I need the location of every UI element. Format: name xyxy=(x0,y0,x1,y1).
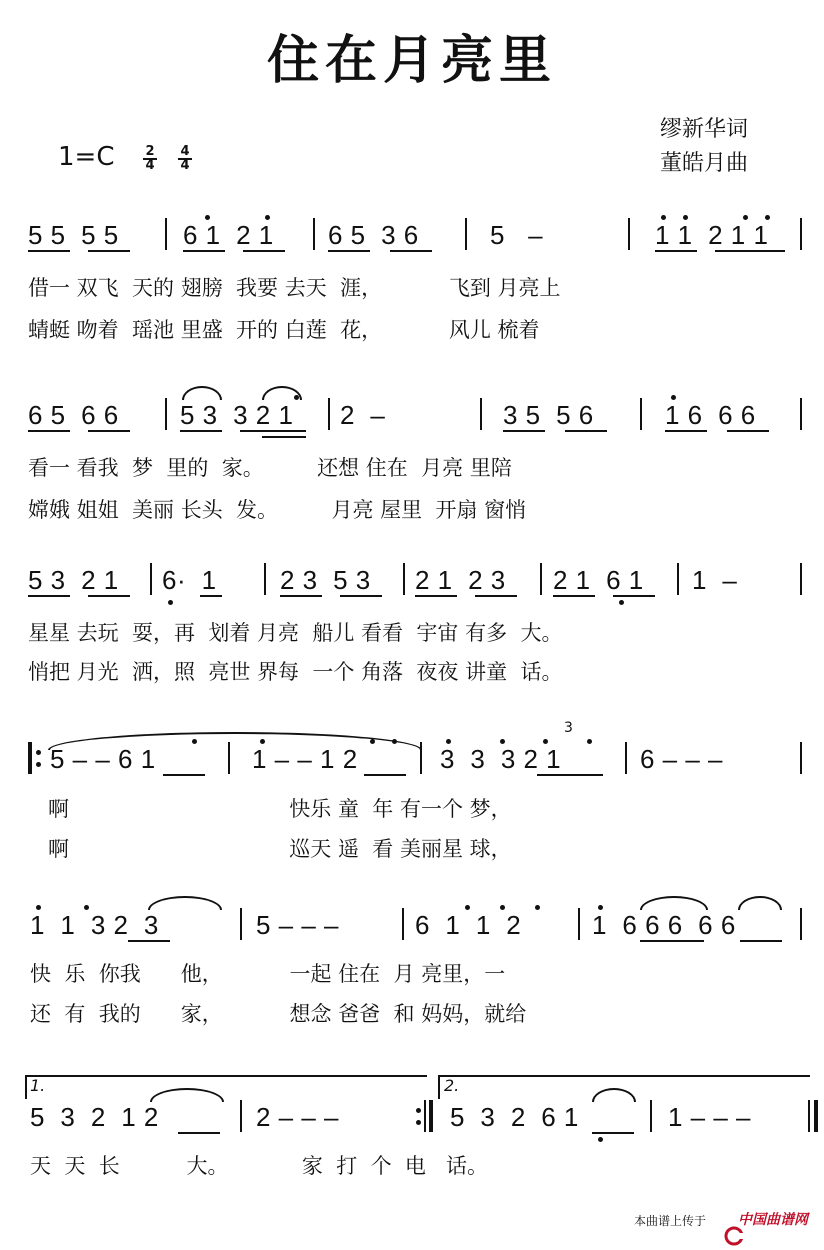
measure-4-3: 3 3 3 2 1 xyxy=(440,744,562,774)
barline xyxy=(150,563,152,595)
measure-3-4: 2 1 2 3 xyxy=(415,565,506,595)
measure-5-3: 6 1 1 2 xyxy=(415,910,522,940)
beam xyxy=(415,595,457,597)
lyrics-verse-2: 蜻蜓 吻着 瑶池 里盛 开的 白莲 花， 风儿 梳着 xyxy=(28,318,540,342)
measure-5-2: 5 – – – xyxy=(256,910,340,940)
repeat-dot xyxy=(36,750,41,755)
measure-1-4: 5 – xyxy=(490,220,544,250)
octave-dot xyxy=(260,739,265,744)
measure-1-3: 6 5 3 6 xyxy=(328,220,419,250)
octave-dot xyxy=(446,739,451,744)
beam xyxy=(28,595,70,597)
octave-dot xyxy=(500,739,505,744)
measure-2-3: 2 – xyxy=(340,400,386,430)
volta-2-label: 2. xyxy=(444,1076,460,1095)
octave-dot xyxy=(661,215,666,220)
lyrics-verse-1: 看一 看我 梦 里的 家。 还想 住在 月亮 里陪 xyxy=(28,456,512,480)
beam xyxy=(553,595,595,597)
octave-dot xyxy=(683,215,688,220)
octave-dot xyxy=(598,905,603,910)
beam xyxy=(28,250,70,252)
measure-6-2: 2 – – – xyxy=(256,1102,340,1132)
measure-2-1: 6 5 6 6 xyxy=(28,400,119,430)
site-logo-text[interactable]: 中国曲谱网 xyxy=(738,1212,808,1228)
beam xyxy=(178,1132,220,1134)
lyrics-verse-2: 还 有 我的 家， 想念 爸爸 和 妈妈，就给 xyxy=(30,1002,527,1026)
repeat-dot xyxy=(416,1120,421,1125)
composer-credit: 董皓月曲 xyxy=(660,151,749,176)
octave-dot xyxy=(294,395,299,400)
beam xyxy=(727,430,769,432)
beam xyxy=(655,250,697,252)
measure-5-4: 1 6 6 6 6 6 xyxy=(592,910,736,940)
barline xyxy=(800,908,802,940)
final-barline xyxy=(808,1100,810,1132)
beam xyxy=(503,430,545,432)
measure-3-2: 6· 1 xyxy=(162,565,217,595)
beam-double xyxy=(262,436,306,438)
beam xyxy=(475,595,517,597)
barline xyxy=(165,218,167,250)
lyrics-verse-1: 啊 快乐 童 年 有一个 梦， xyxy=(48,797,512,821)
beam xyxy=(665,430,707,432)
beam xyxy=(88,430,130,432)
beam xyxy=(364,774,406,776)
barline xyxy=(800,218,802,250)
octave-dot xyxy=(535,905,540,910)
measure-2-5: 1 6 6 6 xyxy=(665,400,756,430)
octave-dot xyxy=(743,215,748,220)
measure-3-3: 2 3 5 3 xyxy=(280,565,371,595)
lyricist-credit: 缪新华词 xyxy=(660,117,749,142)
measure-4-2: 1 – – 1 2 xyxy=(252,744,358,774)
lyrics-verse-1: 借一 双飞 天的 翅膀 我要 去天 涯， 飞到 月亮上 xyxy=(28,276,561,300)
octave-dot xyxy=(671,395,676,400)
time-signature-2-4: $\frac{2}{4}$ xyxy=(143,146,157,172)
beam xyxy=(88,595,130,597)
barline xyxy=(228,742,230,774)
barline xyxy=(313,218,315,250)
octave-dot xyxy=(500,905,505,910)
octave-dot xyxy=(205,215,210,220)
beam xyxy=(613,595,655,597)
measure-6-3: 5 3 2 6 1 xyxy=(450,1102,579,1132)
beam xyxy=(280,595,322,597)
octave-dot xyxy=(265,215,270,220)
time-signature-4-4: $\frac{4}{4}$ xyxy=(178,146,192,172)
measure-2-4: 3 5 5 6 xyxy=(503,400,594,430)
lyrics-verse-1: 快 乐 你我 他， 一起 住在 月 亮里，一 xyxy=(30,962,506,986)
site-logo-icon xyxy=(714,1207,734,1227)
beam xyxy=(740,940,782,942)
measure-1-5: 1 1 2 1 1 xyxy=(655,220,769,250)
lower-octave-dot xyxy=(168,600,173,605)
barline xyxy=(578,908,580,940)
octave-dot xyxy=(192,739,197,744)
beam xyxy=(28,430,70,432)
beam xyxy=(180,430,222,432)
measure-2-2: 5 3 3 2 1 xyxy=(180,400,294,430)
measure-3-6: 1 – xyxy=(692,565,738,595)
lower-octave-dot xyxy=(619,600,624,605)
final-barline-thick xyxy=(814,1100,818,1132)
repeat-end-barline xyxy=(424,1100,426,1132)
barline xyxy=(240,908,242,940)
octave-dot xyxy=(543,739,548,744)
measure-5-1: 1 1 3 2 3 xyxy=(30,910,159,940)
octave-dot xyxy=(587,739,592,744)
barline xyxy=(165,398,167,430)
barline xyxy=(800,742,802,774)
barline xyxy=(650,1100,652,1132)
song-title: 住在月亮里 xyxy=(266,31,557,91)
repeat-start-barline xyxy=(28,742,32,774)
lyrics-verse-2: 啊 巡天 遥 看 美丽星 球， xyxy=(48,837,512,861)
measure-4-1: 5 – – 6 1 xyxy=(50,744,156,774)
beam xyxy=(88,250,130,252)
barline xyxy=(800,563,802,595)
measure-6-1: 5 3 2 1 2 xyxy=(30,1102,159,1132)
barline xyxy=(677,563,679,595)
triplet-mark: 3 xyxy=(564,720,573,736)
volta-1 xyxy=(25,1075,427,1099)
octave-dot xyxy=(465,905,470,910)
lyrics-verse-1: 天 天 长 大。 家 打 个 电 话。 xyxy=(30,1154,488,1178)
barline xyxy=(640,398,642,430)
octave-dot xyxy=(370,739,375,744)
beam xyxy=(183,250,225,252)
barline xyxy=(480,398,482,430)
measure-4-4: 6 – – – xyxy=(640,744,724,774)
measure-1-2: 6 1 2 1 xyxy=(183,220,274,250)
repeat-dot xyxy=(36,762,41,767)
beam xyxy=(340,595,382,597)
beam xyxy=(390,250,432,252)
lyrics-verse-2: 嫦娥 姐姐 美丽 长头 发。 月亮 屋里 开扇 窗悄 xyxy=(28,498,527,522)
octave-dot xyxy=(392,739,397,744)
measure-3-5: 2 1 6 1 xyxy=(553,565,644,595)
octave-dot xyxy=(36,905,41,910)
measure-1-1: 5 5 5 5 xyxy=(28,220,119,250)
lyrics-verse-1: 星星 去玩 耍，再 划着 月亮 船儿 看看 宇宙 有多 大。 xyxy=(28,621,563,645)
repeat-dot xyxy=(416,1108,421,1113)
beam xyxy=(163,774,205,776)
slur xyxy=(640,896,708,910)
beam xyxy=(128,940,170,942)
repeat-end-barline-thick xyxy=(429,1100,433,1132)
barline xyxy=(403,563,405,595)
barline xyxy=(264,563,266,595)
measure-6-4: 1 – – – xyxy=(668,1102,752,1132)
barline xyxy=(628,218,630,250)
beam xyxy=(640,940,704,942)
barline xyxy=(328,398,330,430)
barline xyxy=(800,398,802,430)
footer-upload-text: 本曲谱上传于 xyxy=(634,1214,707,1228)
beam xyxy=(243,250,285,252)
barline xyxy=(625,742,627,774)
octave-dot xyxy=(765,215,770,220)
beam xyxy=(715,250,785,252)
beam xyxy=(592,1132,634,1134)
beam xyxy=(200,595,222,597)
barline xyxy=(402,908,404,940)
barline xyxy=(540,563,542,595)
lyrics-verse-2: 悄把 月光 洒，照 亮世 界每 一个 角落 夜夜 讲童 话。 xyxy=(28,660,563,684)
beam xyxy=(328,250,370,252)
key-signature: 1=C xyxy=(58,142,115,172)
barline xyxy=(465,218,467,250)
slur xyxy=(148,896,222,910)
beam xyxy=(240,430,306,432)
slur xyxy=(738,896,782,910)
beam xyxy=(565,430,607,432)
measure-3-1: 5 3 2 1 xyxy=(28,565,119,595)
octave-dot xyxy=(84,905,89,910)
barline xyxy=(420,742,422,774)
beam xyxy=(537,774,603,776)
barline xyxy=(240,1100,242,1132)
lower-octave-dot xyxy=(598,1137,603,1142)
slur xyxy=(182,386,222,400)
volta-1-label: 1. xyxy=(30,1076,46,1095)
